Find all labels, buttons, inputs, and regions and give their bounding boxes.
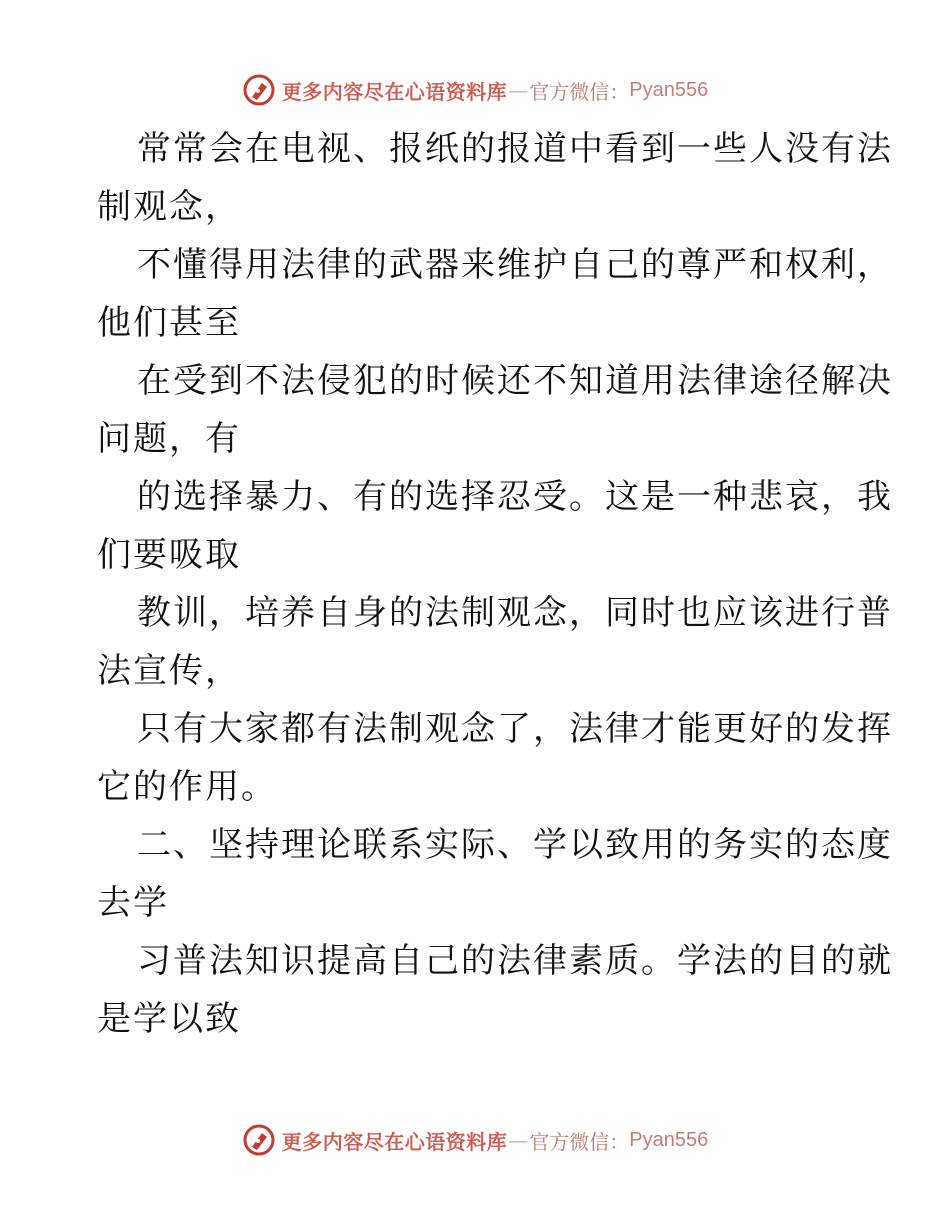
text-line: 们要吸取 bbox=[97, 535, 241, 575]
document-body bbox=[97, 120, 893, 1048]
text-line: 在受到不法侵犯的时候还不知道用法律途径解决 bbox=[137, 361, 893, 401]
header-banner bbox=[0, 70, 950, 110]
text-line: 制观念， bbox=[97, 187, 241, 227]
pen-nib-logo-icon bbox=[242, 1123, 276, 1157]
text-line: 去学 bbox=[97, 883, 169, 923]
banner-library-text: 更多内容尽在心语资料库 bbox=[281, 1129, 508, 1154]
banner-wechat-label: 官方微信： bbox=[529, 1129, 630, 1154]
text-line: 只有大家都有法制观念了，法律才能更好的发挥 bbox=[137, 709, 893, 749]
footer-banner bbox=[0, 1120, 950, 1160]
text-line: 的选择暴力、有的选择忍受。这是一种悲哀，我 bbox=[137, 477, 893, 517]
text-line: 法宣传， bbox=[97, 651, 241, 691]
text-line: 常常会在电视、报纸的报道中看到一些人没有法 bbox=[137, 129, 893, 169]
text-line: 问题，有 bbox=[97, 419, 241, 459]
banner-separator: — bbox=[508, 1128, 529, 1152]
text-line: 是学以致 bbox=[97, 999, 241, 1039]
text-line: 他们甚至 bbox=[97, 303, 241, 343]
banner-wechat-id: Pyan556 bbox=[629, 78, 709, 101]
pen-nib-logo-icon bbox=[242, 73, 276, 107]
banner-wechat-label: 官方微信： bbox=[529, 79, 630, 104]
banner-library-text: 更多内容尽在心语资料库 bbox=[281, 79, 508, 104]
text-line: 教训，培养自身的法制观念，同时也应该进行普 bbox=[137, 593, 893, 633]
text-line: 二、坚持理论联系实际、学以致用的务实的态度 bbox=[137, 825, 893, 865]
banner-wechat-id: Pyan556 bbox=[629, 1128, 709, 1151]
text-line: 它的作用。 bbox=[97, 767, 277, 807]
text-line: 不懂得用法律的武器来维护自己的尊严和权利， bbox=[137, 245, 893, 285]
text-line: 习普法知识提高自己的法律素质。学法的目的就 bbox=[137, 941, 893, 981]
banner-separator: — bbox=[508, 78, 529, 102]
